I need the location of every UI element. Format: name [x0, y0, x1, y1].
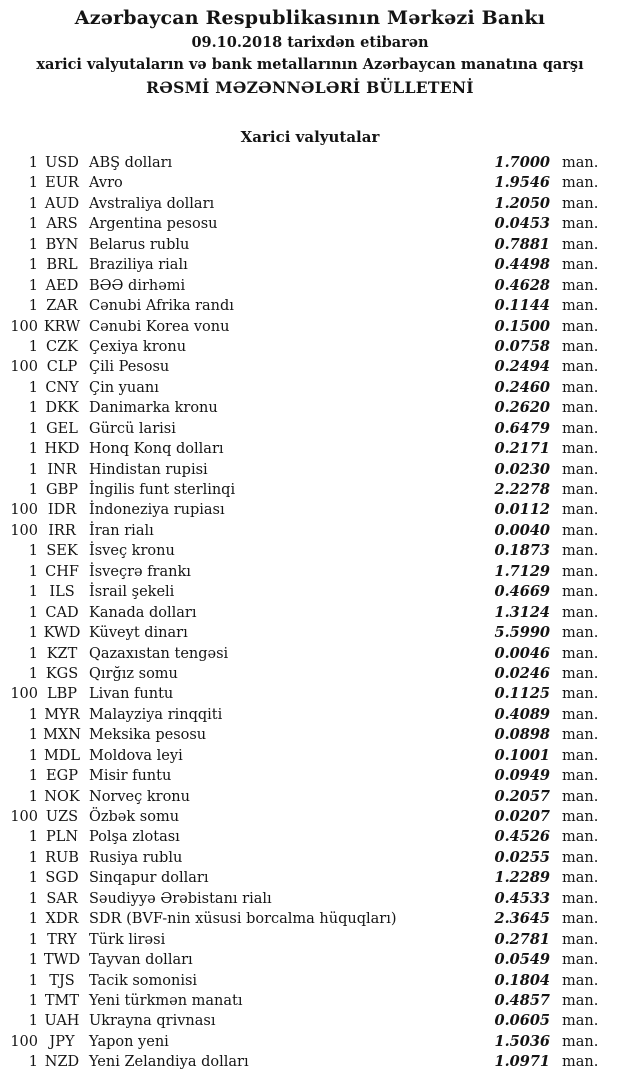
currency-code: HKD: [44, 441, 80, 458]
currency-quantity: 1: [28, 236, 38, 253]
currency-quantity: 1: [28, 890, 38, 907]
currency-code: AUD: [44, 195, 80, 212]
currency-quantity: 100: [10, 502, 38, 519]
manat-unit-label: man.: [562, 931, 599, 948]
rate-row: [0, 746, 602, 766]
currency-quantity: 1: [28, 665, 38, 682]
exchange-rate: 1.2050: [494, 194, 550, 212]
currency-code: BRL: [46, 257, 78, 274]
currency-code: USD: [45, 155, 79, 171]
currency-code: ZAR: [46, 298, 78, 315]
currency-quantity: 1: [28, 849, 38, 866]
manat-unit-label: man.: [562, 298, 599, 315]
manat-unit-label: man.: [562, 338, 599, 355]
currency-name: Argentina pesosu: [89, 216, 218, 233]
currency-quantity: 1: [28, 911, 38, 928]
currency-code: DKK: [45, 400, 79, 417]
currency-code: KWD: [43, 625, 81, 642]
exchange-rate: 1.3124: [494, 603, 550, 621]
currency-name: Yeni Zelandiya dolları: [89, 1054, 249, 1071]
currency-quantity: 100: [10, 1033, 38, 1050]
currency-quantity: 1: [28, 747, 38, 764]
currency-name: Gürcü larisi: [89, 420, 176, 437]
currency-quantity: 100: [10, 809, 38, 825]
currency-code: KZT: [46, 645, 78, 662]
currency-name: İsrail şekeli: [89, 584, 175, 601]
rate-row: [0, 582, 602, 602]
manat-unit-label: man.: [562, 645, 599, 662]
currency-name: İndoneziya rupiası: [89, 502, 225, 519]
manat-unit-label: man.: [562, 870, 599, 887]
currency-code: TWD: [43, 952, 81, 969]
rate-row: [0, 991, 602, 1011]
manat-unit-label: man.: [562, 829, 599, 846]
manat-unit-label: man.: [562, 911, 599, 928]
manat-unit-label: man.: [562, 359, 599, 376]
exchange-rate: 0.4526: [494, 828, 550, 846]
currency-code: CNY: [45, 379, 79, 396]
currency-quantity: 1: [28, 155, 38, 171]
manat-unit-label: man.: [562, 155, 599, 171]
currency-name: Qırğız somu: [89, 665, 178, 682]
currency-code: IRR: [48, 522, 76, 539]
exchange-rate: 0.1144: [494, 297, 550, 315]
exchange-rate: 0.0255: [494, 848, 550, 866]
exchange-rate: 1.2289: [494, 869, 550, 887]
rate-row: [0, 827, 602, 847]
exchange-rate: 0.7881: [494, 235, 550, 253]
currency-code: ILS: [49, 584, 75, 601]
exchange-rate: 1.9546: [494, 174, 550, 192]
manat-unit-label: man.: [562, 768, 599, 785]
currency-code: IDR: [47, 502, 77, 519]
currency-code: CZK: [45, 338, 78, 355]
currency-code: MYR: [44, 706, 80, 723]
currency-name: Sinqapur dolları: [89, 870, 209, 887]
currency-quantity: 1: [28, 420, 38, 437]
currency-name: Misir funtu: [89, 768, 172, 785]
exchange-rate: 0.2494: [494, 358, 550, 376]
rate-row: [0, 500, 602, 520]
currency-name: Türk lirəsi: [89, 931, 166, 948]
manat-unit-label: man.: [562, 543, 599, 560]
rate-row: [0, 848, 602, 868]
currency-name: Tacik somonisi: [89, 972, 198, 989]
rate-row: [0, 480, 602, 500]
exchange-rate: 0.6479: [494, 419, 550, 437]
currency-name: Yapon yeni: [89, 1033, 169, 1050]
currency-code: NZD: [44, 1054, 80, 1071]
manat-unit-label: man.: [562, 665, 599, 682]
rate-row: [0, 235, 602, 255]
exchange-rate: 0.0040: [494, 521, 550, 539]
currency-code: KGS: [45, 665, 79, 682]
exchange-rate: 0.2057: [494, 787, 550, 805]
manat-unit-label: man.: [562, 584, 599, 601]
currency-code: PLN: [45, 829, 79, 846]
exchange-rate: 0.0046: [494, 644, 550, 662]
exchange-rate: 0.2781: [494, 930, 550, 948]
exchange-rate: 0.1873: [494, 542, 550, 560]
currency-code: JPY: [49, 1033, 75, 1050]
currency-quantity: 1: [28, 931, 38, 948]
manat-unit-label: man.: [562, 461, 599, 478]
rate-row: [0, 521, 602, 541]
currency-name: Kanada dolları: [89, 604, 197, 621]
rate-row: [0, 460, 602, 480]
rate-row: [0, 173, 602, 193]
currency-code: UAH: [44, 1013, 80, 1030]
currency-quantity: 1: [28, 992, 38, 1009]
currency-name: Danimarka kronu: [89, 400, 218, 417]
manat-unit-label: man.: [562, 441, 599, 458]
currency-code: NOK: [44, 788, 80, 805]
currency-code: TJS: [49, 972, 75, 989]
exchange-rate: 0.4498: [494, 256, 550, 274]
rate-row: [0, 194, 602, 214]
currency-name: Tayvan dolları: [89, 952, 193, 969]
rate-row: [0, 705, 602, 725]
manat-unit-label: man.: [562, 747, 599, 764]
exchange-rate: 1.7000: [494, 154, 550, 171]
rate-row: [0, 930, 602, 950]
manat-unit-label: man.: [562, 809, 599, 825]
currency-name: Çili Pesosu: [89, 359, 170, 376]
currency-name: İsveç kronu: [89, 543, 175, 560]
exchange-rate: 2.2278: [494, 481, 550, 498]
currency-code: ARS: [46, 216, 78, 233]
exchange-rate: 0.4533: [494, 889, 550, 907]
manat-unit-label: man.: [562, 257, 599, 274]
manat-unit-label: man.: [562, 482, 599, 498]
manat-unit-label: man.: [562, 727, 599, 744]
currency-name: Yeni türkmən manatı: [89, 992, 243, 1009]
manat-unit-label: man.: [562, 563, 599, 580]
exchange-rate: 0.0230: [494, 460, 550, 478]
exchange-rate: 0.0949: [494, 767, 550, 785]
currency-quantity: 1: [28, 727, 38, 744]
rate-row: [0, 439, 602, 459]
exchange-rate: 2.3645: [494, 910, 550, 928]
manat-unit-label: man.: [562, 1054, 599, 1071]
manat-unit-label: man.: [562, 502, 599, 519]
rate-row: [0, 296, 602, 316]
currency-name: Qazaxıstan tengəsi: [89, 645, 229, 662]
currency-name: Küveyt dinarı: [89, 625, 188, 642]
currency-quantity: 1: [28, 400, 38, 417]
manat-unit-label: man.: [562, 890, 599, 907]
exchange-rate: 0.2171: [494, 440, 550, 458]
currency-name: Çin yuanı: [89, 379, 159, 396]
currency-code: EUR: [45, 175, 79, 192]
exchange-rate: 0.1001: [494, 746, 550, 764]
rate-row: [0, 889, 602, 909]
currency-name: İran rialı: [89, 522, 154, 539]
currency-quantity: 100: [10, 522, 38, 539]
currency-name: ABŞ dolları: [89, 155, 173, 171]
currency-quantity: 1: [28, 706, 38, 723]
manat-unit-label: man.: [562, 277, 599, 294]
currency-code: CHF: [45, 563, 79, 580]
rate-row: [0, 378, 602, 398]
rate-row: [0, 787, 602, 807]
currency-code: RUB: [45, 849, 79, 866]
currency-code: INR: [47, 461, 77, 478]
currency-name: BƏƏ dirhəmi: [89, 277, 186, 294]
currency-code: UZS: [45, 809, 79, 825]
manat-unit-label: man.: [562, 400, 599, 417]
currency-code: XDR: [45, 911, 79, 928]
currency-name: Meksika pesosu: [89, 727, 207, 744]
rate-row: [0, 153, 602, 173]
exchange-rate: 0.4089: [494, 705, 550, 723]
manat-unit-label: man.: [562, 952, 599, 969]
currency-quantity: 1: [28, 298, 38, 315]
rate-row: [0, 357, 602, 377]
currency-code: KRW: [43, 318, 81, 335]
rate-row: [0, 1011, 602, 1031]
exchange-rate: 0.1125: [494, 685, 550, 703]
rate-row: [0, 909, 602, 929]
exchange-rate: 0.0453: [494, 215, 550, 233]
currency-code: SGD: [45, 870, 79, 887]
currency-quantity: 1: [28, 1054, 38, 1071]
rate-row: [0, 603, 602, 623]
currency-code: CLP: [46, 359, 78, 376]
document-header: [0, 5, 620, 99]
currency-quantity: 1: [28, 461, 38, 478]
rate-row: [0, 950, 602, 970]
currency-name: Braziliya rialı: [89, 257, 188, 274]
currency-quantity: 1: [28, 604, 38, 621]
manat-unit-label: man.: [562, 706, 599, 723]
rate-row: [0, 725, 602, 745]
currency-quantity: 1: [28, 972, 38, 989]
manat-unit-label: man.: [562, 236, 599, 253]
currency-quantity: 1: [28, 543, 38, 560]
manat-unit-label: man.: [562, 420, 599, 437]
exchange-rates-table: [0, 153, 620, 1073]
currency-name: Cənubi Korea vonu: [89, 318, 230, 335]
rate-row: [0, 868, 602, 888]
currency-quantity: 1: [28, 277, 38, 294]
exchange-rate: 0.1500: [494, 317, 550, 335]
rate-row: [0, 664, 602, 684]
currency-code: SEK: [46, 543, 78, 560]
currency-code: CAD: [45, 604, 79, 621]
manat-unit-label: man.: [562, 216, 599, 233]
currency-name: Ukrayna qrivnası: [89, 1013, 216, 1030]
currency-name: SDR (BVF-nin xüsusi borcalma hüquqları): [89, 911, 397, 928]
currency-code: MDL: [43, 747, 81, 764]
currency-code: TMT: [44, 992, 80, 1009]
currency-quantity: 1: [28, 175, 38, 192]
currency-name: Belarus rublu: [89, 236, 190, 253]
currency-name: Hindistan rupisi: [89, 461, 208, 478]
rate-row: [0, 276, 602, 296]
currency-name: Honq Konq dolları: [89, 441, 224, 458]
manat-unit-label: man.: [562, 175, 599, 192]
rate-row: [0, 419, 602, 439]
manat-unit-label: man.: [562, 1033, 599, 1050]
manat-unit-label: man.: [562, 195, 599, 212]
manat-unit-label: man.: [562, 788, 599, 805]
currency-code: GEL: [46, 420, 78, 437]
currency-quantity: 1: [28, 482, 38, 498]
currency-name: Livan funtu: [89, 686, 174, 703]
currency-quantity: 1: [28, 441, 38, 458]
currency-quantity: 1: [28, 870, 38, 887]
exchange-rate: 0.0112: [494, 501, 550, 519]
currency-name: Rusiya rublu: [89, 849, 183, 866]
rate-row: [0, 766, 602, 786]
rate-row: [0, 541, 602, 561]
manat-unit-label: man.: [562, 604, 599, 621]
exchange-rate: 1.5036: [494, 1032, 550, 1050]
currency-quantity: 100: [10, 359, 38, 376]
effective-date-line: 09.10.2018 tarixdən etibarən: [191, 34, 429, 51]
currency-quantity: 1: [28, 563, 38, 580]
exchange-rate: 1.0971: [494, 1053, 550, 1071]
bank-title: Azərbaycan Respublikasının Mərkəzi Bankı: [74, 7, 546, 29]
exchange-rate: 0.4669: [494, 583, 550, 601]
exchange-rate: 0.0246: [494, 664, 550, 682]
currency-code: MXN: [43, 727, 81, 744]
rate-row: [0, 317, 602, 337]
manat-unit-label: man.: [562, 1013, 599, 1030]
manat-unit-label: man.: [562, 625, 599, 642]
exchange-rate: 0.2460: [494, 378, 550, 396]
rate-row: [0, 562, 602, 582]
exchange-rate: 0.2620: [494, 399, 550, 417]
currency-quantity: 1: [28, 788, 38, 805]
currency-quantity: 1: [28, 645, 38, 662]
currency-name: Avstraliya dolları: [89, 195, 215, 212]
currency-name: İsveçrə frankı: [89, 563, 191, 580]
currency-name: Özbək somu: [89, 809, 180, 825]
exchange-rate: 0.0605: [494, 1012, 550, 1030]
currency-code: BYN: [45, 236, 79, 253]
currency-quantity: 1: [28, 625, 38, 642]
currency-quantity: 1: [28, 257, 38, 274]
rate-row: [0, 255, 602, 275]
currency-code: TRY: [47, 931, 77, 948]
currency-quantity: 1: [28, 379, 38, 396]
exchange-rate: 0.0549: [494, 951, 550, 969]
currency-code: AED: [45, 277, 79, 294]
currency-quantity: 1: [28, 195, 38, 212]
exchange-rate: 1.7129: [494, 562, 550, 580]
rate-row: [0, 337, 602, 357]
currency-code: GBP: [46, 482, 78, 498]
currency-name: Avro: [89, 175, 123, 192]
rate-row: [0, 214, 602, 234]
manat-unit-label: man.: [562, 849, 599, 866]
currency-quantity: 1: [28, 952, 38, 969]
currency-name: Çexiya kronu: [89, 338, 187, 355]
currency-quantity: 100: [10, 686, 38, 703]
manat-unit-label: man.: [562, 379, 599, 396]
currency-quantity: 1: [28, 768, 38, 785]
currency-code: SAR: [46, 890, 78, 907]
manat-unit-label: man.: [562, 318, 599, 335]
exchange-rate: 0.0898: [494, 726, 550, 744]
currency-name: Malayziya rinqqiti: [89, 706, 223, 723]
exchange-rate: 0.1804: [494, 971, 550, 989]
exchange-rate: 0.0758: [494, 337, 550, 355]
manat-unit-label: man.: [562, 992, 599, 1009]
exchange-rate: 0.0207: [494, 808, 550, 825]
section-title-foreign-currencies: Xarici valyutalar: [240, 128, 380, 146]
rate-row: [0, 971, 602, 991]
rate-row: [0, 644, 602, 664]
currency-quantity: 1: [28, 338, 38, 355]
rate-row: [0, 1052, 602, 1072]
currency-name: İngilis funt sterlinqi: [89, 482, 236, 498]
rate-row: [0, 1032, 602, 1052]
rate-row: [0, 684, 602, 704]
currency-name: Polşa zlotası: [89, 829, 180, 846]
rate-row: [0, 398, 602, 418]
currency-name: Moldova leyi: [89, 747, 183, 764]
currency-quantity: 1: [28, 584, 38, 601]
currency-code: LBP: [46, 686, 78, 703]
currency-quantity: 1: [28, 829, 38, 846]
currency-name: Norveç kronu: [89, 788, 190, 805]
bulletin-title: RƏSMİ MƏZƏNNƏLƏRİ BÜLLETENİ: [146, 78, 474, 97]
currency-name: Səudiyyə Ərəbistanı rialı: [89, 890, 272, 907]
bulletin-subtitle: xarici valyutaların və bank metallarının Azərbaycan manatına qarşı: [36, 56, 584, 73]
currency-quantity: 1: [28, 1013, 38, 1030]
rate-row: [0, 623, 602, 643]
manat-unit-label: man.: [562, 522, 599, 539]
currency-code: EGP: [46, 768, 78, 785]
rate-row: [0, 807, 602, 827]
manat-unit-label: man.: [562, 972, 599, 989]
exchange-rate: 0.4857: [494, 991, 550, 1009]
currency-name: Cənubi Afrika randı: [89, 298, 234, 315]
manat-unit-label: man.: [562, 686, 599, 703]
exchange-rate: 5.5990: [494, 624, 550, 642]
currency-quantity: 100: [10, 318, 38, 335]
exchange-rate: 0.4628: [494, 276, 550, 294]
currency-quantity: 1: [28, 216, 38, 233]
